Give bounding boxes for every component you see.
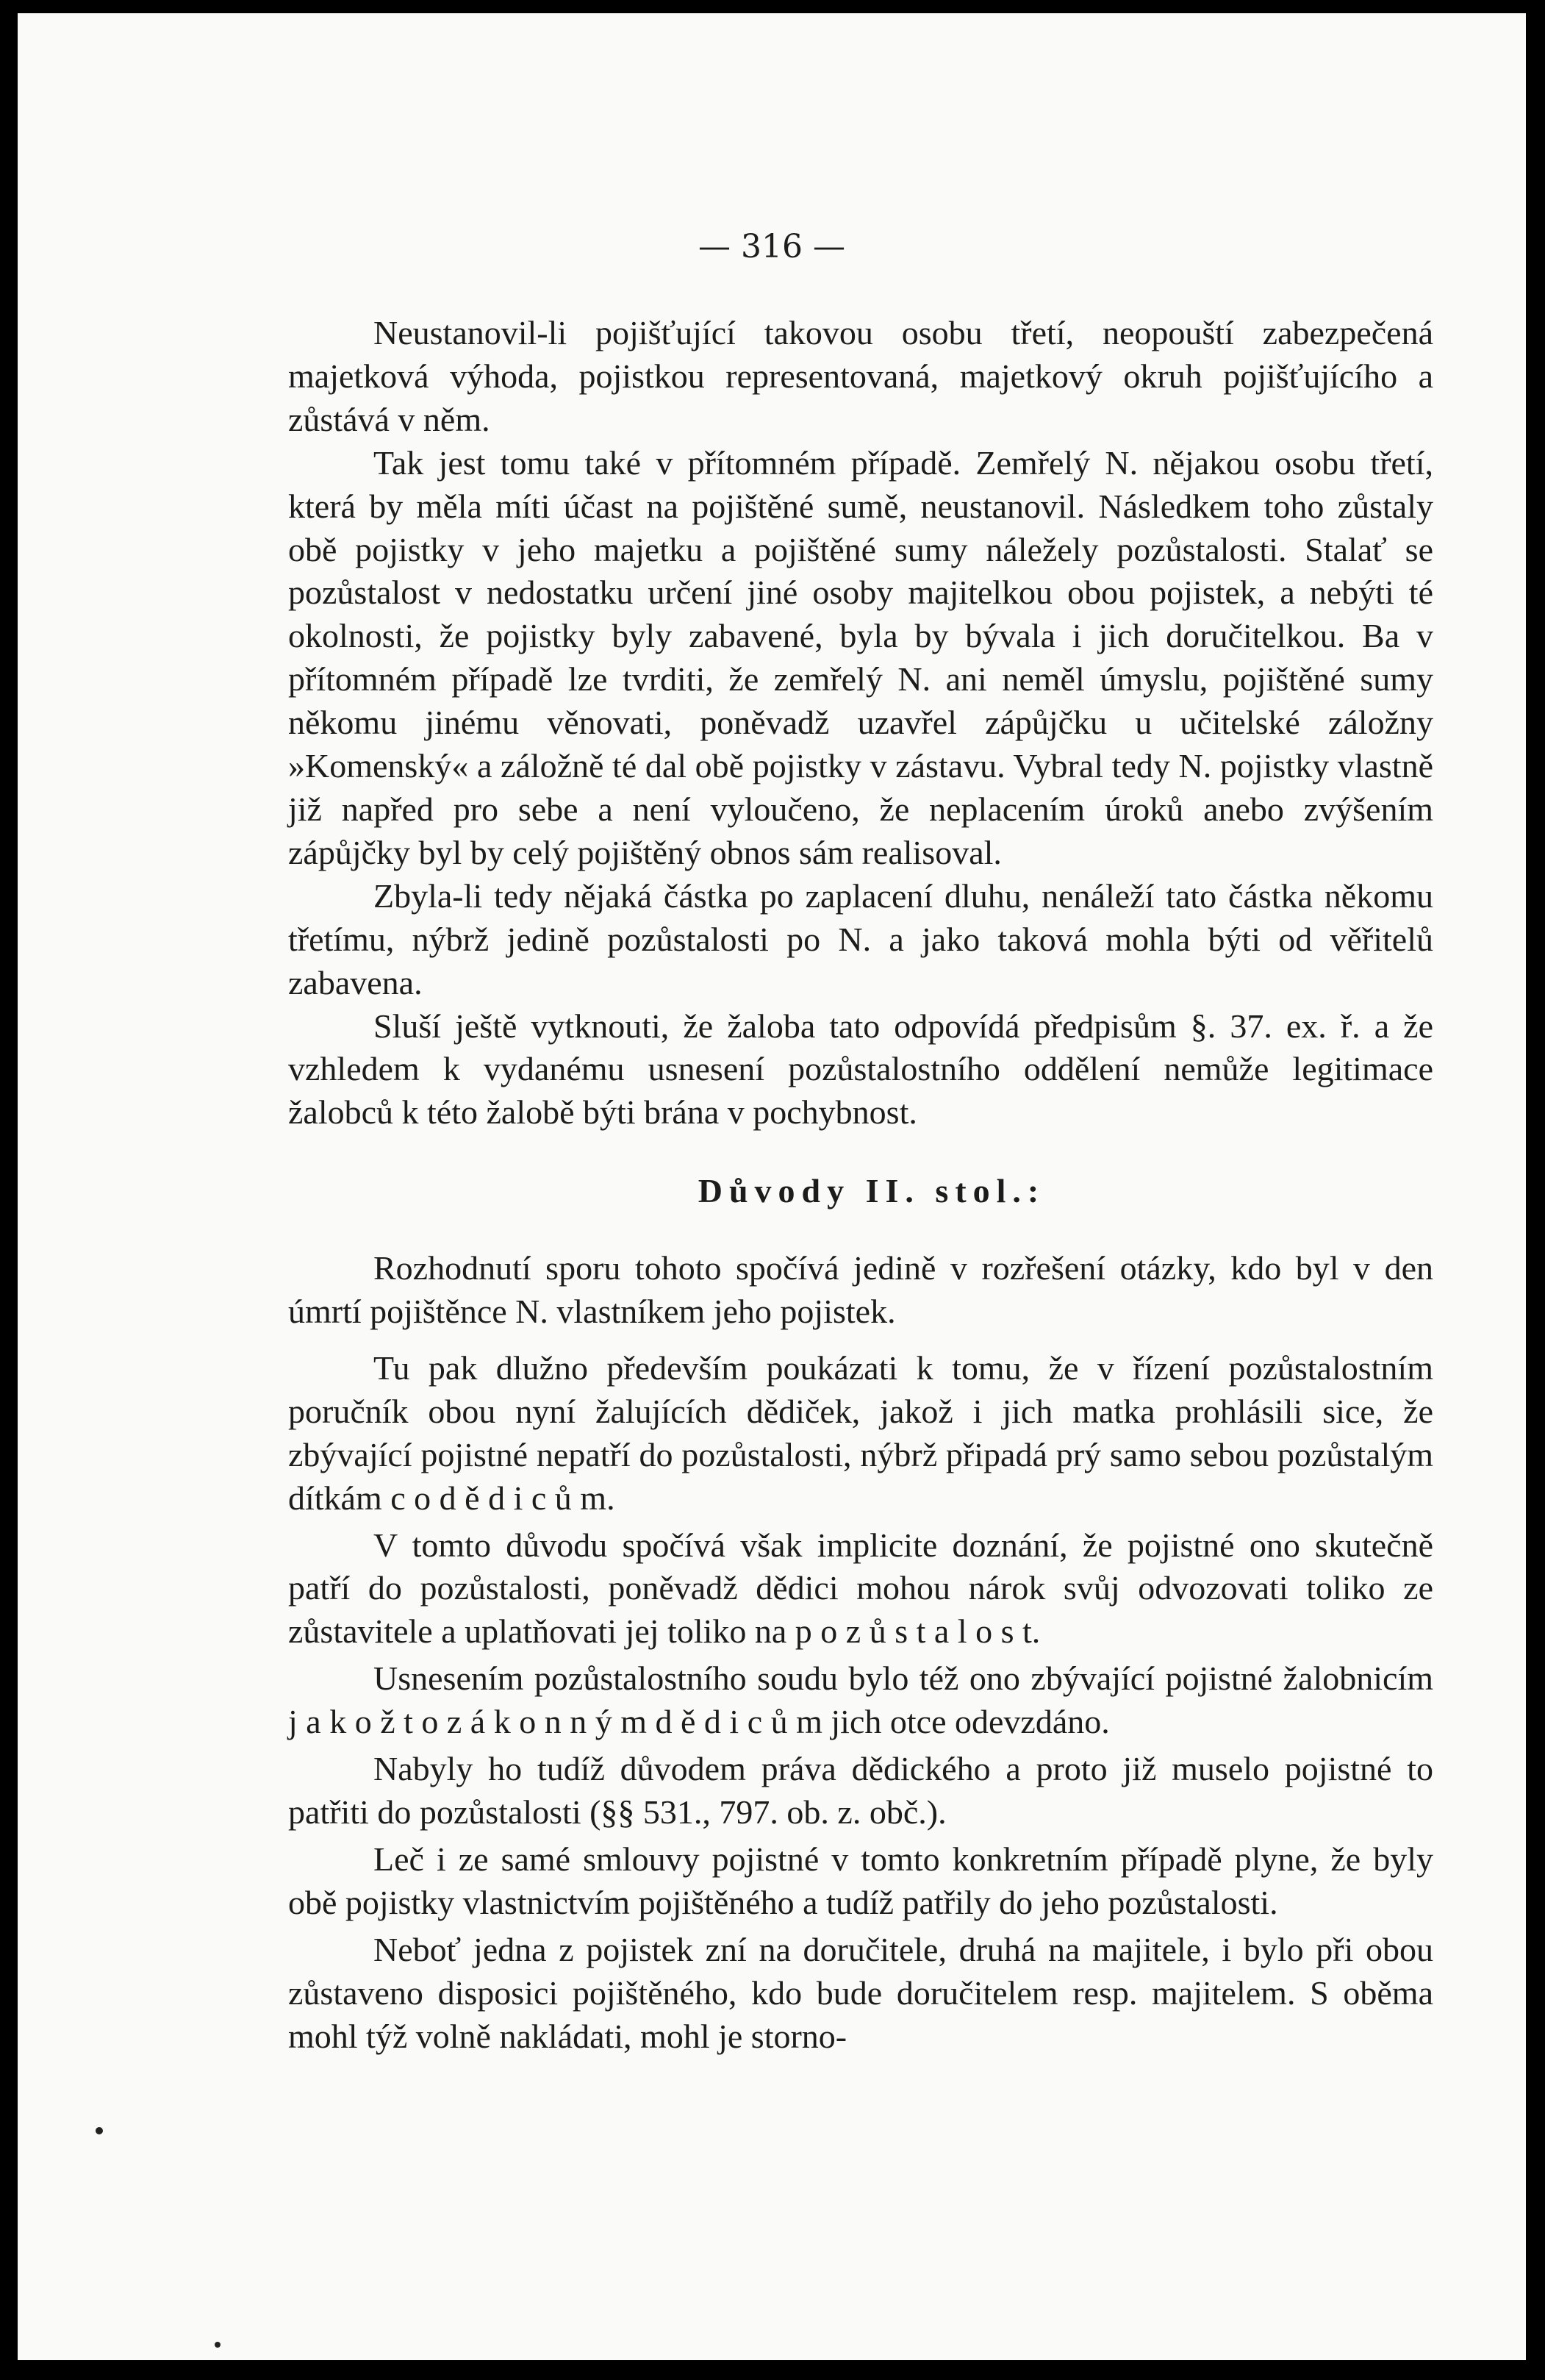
body-text [288, 312, 1433, 2058]
document-page [18, 13, 1526, 2360]
paragraph: Sluší ještě vytknouti, že žaloba tato odpovídá předpisům §. 37. ex. ř. a že vzhledem k vydanému usnesení pozůstalostního oddělení nemůže legitimace žalobců k této žalobě býti brána v pochybnost. [288, 1007, 1433, 1132]
page-number: — 316 — [698, 228, 845, 265]
paragraph: Neustanovil-li pojišťující takovou osobu třetí, neopouští zabezpečená majetková výhoda, pojistkou representovaná, majetkový okruh pojišťujícího a zůstává v něm. [288, 314, 1433, 438]
paragraph: Neboť jedna z pojistek zní na doručitele, druhá na majitele, i bylo při obou zůstaveno disposici pojištěného, kdo bude doručitelem resp. majitelem. S oběma mohl týž volně nakládati, mohl je storno- [288, 1930, 1433, 2055]
speck-mark [96, 2127, 103, 2134]
paragraph: V tomto důvodu spočívá však implicite doznání, že pojistné ono skutečně patří do pozůstalosti, poněvadž dědici mohou nárok svůj odvozovati toliko ze zůstavitele a uplatňovati jej toliko na p o z ů s t a l o s t. [288, 1526, 1433, 1651]
section-heading: Důvody II. stol.: [698, 1172, 1046, 1210]
paragraph: Tu pak dlužno především poukázati k tomu, že v řízení pozůstalostním poručník obou nyní žalujících dědiček, jakož i jich matka prohlásili sice, že zbývající pojistné nepatří do pozůstalosti, nýbrž připadá prý samo sebou pozůstalým dítkám c o d ě d i c ů m. [288, 1348, 1433, 1517]
paragraph: Zbyla-li tedy nějaká částka po zaplacení dluhu, nenáleží tato částka někomu třetímu, nýbrž jedině pozůstalosti po N. a jako taková mohla býti od věřitelů zabavena. [288, 876, 1433, 1001]
paragraph: Usnesením pozůstalostního soudu bylo též ono zbývající pojistné žalobnicím j a k o ž t o z á k o n n ý m d ě d i c ů m jich otce odevzdáno. [288, 1659, 1433, 1741]
paragraph: Rozhodnutí sporu tohoto spočívá jedině v rozřešení otázky, kdo byl v den úmrtí pojištěnce N. vlastníkem jeho pojistek. [288, 1249, 1433, 1331]
paragraph: Leč i ze samé smlouvy pojistné v tomto konkretním případě plyne, že byly obě pojistky vlastnictvím pojištěného a tudíž patřily do jeho pozůstalosti. [288, 1840, 1433, 1921]
paragraph: Tak jest tomu také v přítomném případě. Zemřelý N. nějakou osobu třetí, která by měla míti účast na pojištěné sumě, neustanovil. Následkem toho zůstaly obě pojistky v jeho majetku a pojištěné sumy náležely pozůstalosti. Stalať se pozůstalost v nedostatku určení jiné osoby majitelkou obou pojistek, a nebýti té okolnosti, že pojistky byly zabavené, byla by bývala i jich doručitelkou. Ba v přítomném případě lze tvrditi, že zemřelý N. ani neměl úmyslu, pojištěné sumy někomu jinému věnovati, poněvadž uzavřel zápůjčku u učitelské záložny »Komenský« a záložně té dal obě pojistky v zástavu. Vybral tedy N. pojistky vlastně již napřed pro sebe a není vyloučeno, že neplacením úroků anebo zvýšením zápůjčky byl by celý pojištěný obnos sám realisoval. [288, 443, 1433, 871]
paragraph: Nabyly ho tudíž důvodem práva dědického a proto již muselo pojistné to patřiti do pozůstalosti (§§ 531., 797. ob. z. obč.). [288, 1750, 1433, 1831]
speck-mark [215, 2342, 221, 2348]
